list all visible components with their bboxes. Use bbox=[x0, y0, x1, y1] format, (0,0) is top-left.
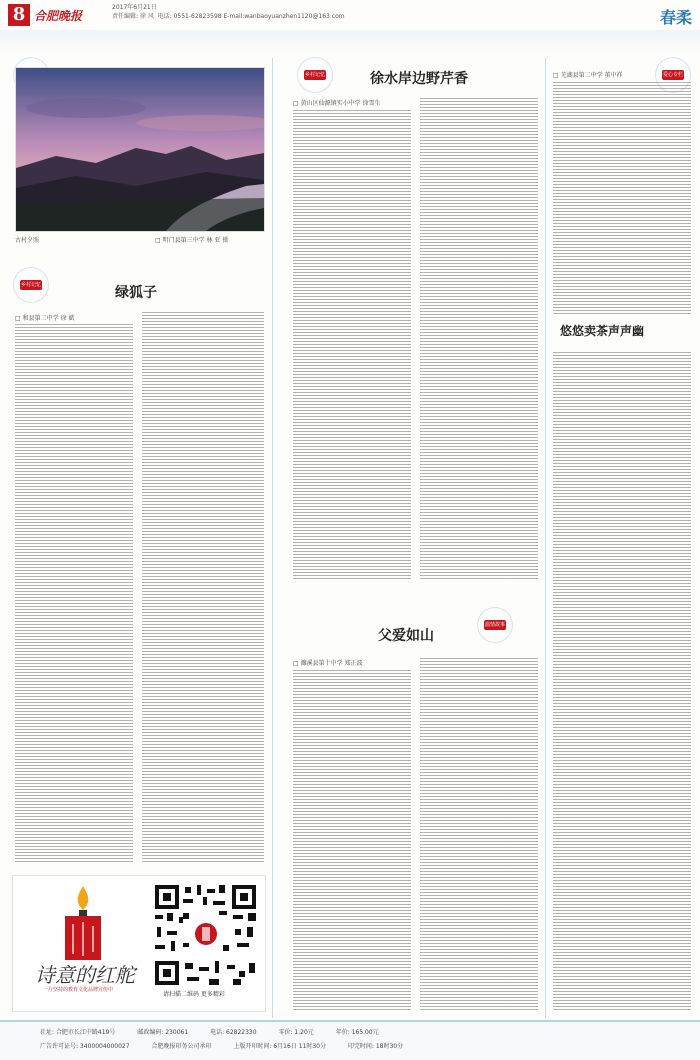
article-1-text-col-1 bbox=[15, 324, 133, 864]
page-header bbox=[0, 0, 700, 32]
footer-price: 零价: 1.20元 bbox=[278, 1029, 314, 1036]
article-2-text-col-1 bbox=[293, 110, 411, 580]
article-2-byline: □ 黄山区仙源镇实小中学 徐雪生 bbox=[293, 100, 381, 107]
article-2-text-col-2 bbox=[420, 98, 538, 580]
header-editor: 责任编辑: 徐 风 bbox=[112, 13, 154, 20]
footer-row-1 bbox=[40, 1027, 399, 1036]
article-5-text-col-1 bbox=[293, 670, 411, 1010]
footer-print-start: 上版开印时间: 6月16日 11时30分 bbox=[233, 1043, 326, 1050]
column-divider bbox=[545, 58, 546, 1018]
footer-year-price: 年价: 165.00元 bbox=[335, 1029, 379, 1036]
article-3-byline: □ 芜湖县第二中学 董中祥 bbox=[553, 72, 623, 79]
ad-subtitle: 一片坚持的教育文化品牌宣传中 bbox=[43, 987, 114, 993]
paper-name: 合肥晚报 bbox=[34, 9, 83, 23]
header-date: 2017年6月21日 bbox=[112, 4, 157, 11]
candle-icon bbox=[53, 884, 113, 962]
article-1-title: 绿狐子 bbox=[115, 285, 157, 301]
header-contact: 电话: 0551-62823598 E-mail:wanbaoyuanzhen1120@163.com bbox=[157, 13, 345, 20]
article-4-text bbox=[553, 352, 691, 1010]
badge-rural-memory-2: 乡村记忆 bbox=[298, 58, 332, 92]
footer-phone: 电话: 62822330 bbox=[210, 1029, 257, 1036]
ad-tagline: 请扫描二维码 更多精彩 bbox=[163, 991, 225, 998]
landscape-photo bbox=[15, 67, 265, 232]
article-3-text bbox=[553, 82, 691, 314]
article-1-byline: □ 和县第二中学 徐 斌 bbox=[15, 315, 75, 322]
column-divider bbox=[272, 58, 273, 1018]
header-meta bbox=[112, 3, 345, 21]
section-title: 春柔 bbox=[659, 8, 692, 27]
article-4-title: 悠悠卖茶声声幽 bbox=[560, 324, 645, 338]
photo-caption-right: □ 明门县第三中学 林 亚 摄 bbox=[155, 237, 229, 244]
page-footer bbox=[0, 1020, 700, 1060]
article-2-title: 徐水岸边野芹香 bbox=[370, 71, 468, 87]
badge-warm-story: 温情故事 bbox=[478, 608, 512, 642]
footer-print-end: 印完时间: 18时30分 bbox=[347, 1043, 404, 1050]
article-5-byline: □ 濉溪县第十中学 郑正波 bbox=[293, 660, 363, 667]
footer-printer: 合肥晚报印务公司承印 bbox=[151, 1043, 212, 1050]
footer-license: 广告许可证号: 3400004000027 bbox=[40, 1043, 130, 1050]
footer-postcode: 邮政编码: 230061 bbox=[137, 1029, 189, 1036]
footer-address: 社址: 合肥市长江中路419号 bbox=[40, 1029, 116, 1036]
page-number: 8 bbox=[8, 4, 30, 26]
ad-title: 诗意的红舵 bbox=[35, 963, 135, 987]
article-5-title: 父爱如山 bbox=[378, 628, 434, 644]
article-5-text-col-2 bbox=[420, 658, 538, 1010]
article-1-text-col-2 bbox=[142, 312, 264, 864]
badge-rural-memory: 乡村记忆 bbox=[14, 268, 48, 302]
badge-love-column: 爱心专栏 bbox=[656, 58, 690, 92]
header-shade bbox=[0, 30, 700, 54]
photo-caption-left: 古村夕照 bbox=[15, 237, 40, 244]
advertisement[interactable] bbox=[12, 875, 266, 1012]
footer-row-2 bbox=[40, 1041, 423, 1050]
qr-code[interactable] bbox=[153, 883, 258, 987]
